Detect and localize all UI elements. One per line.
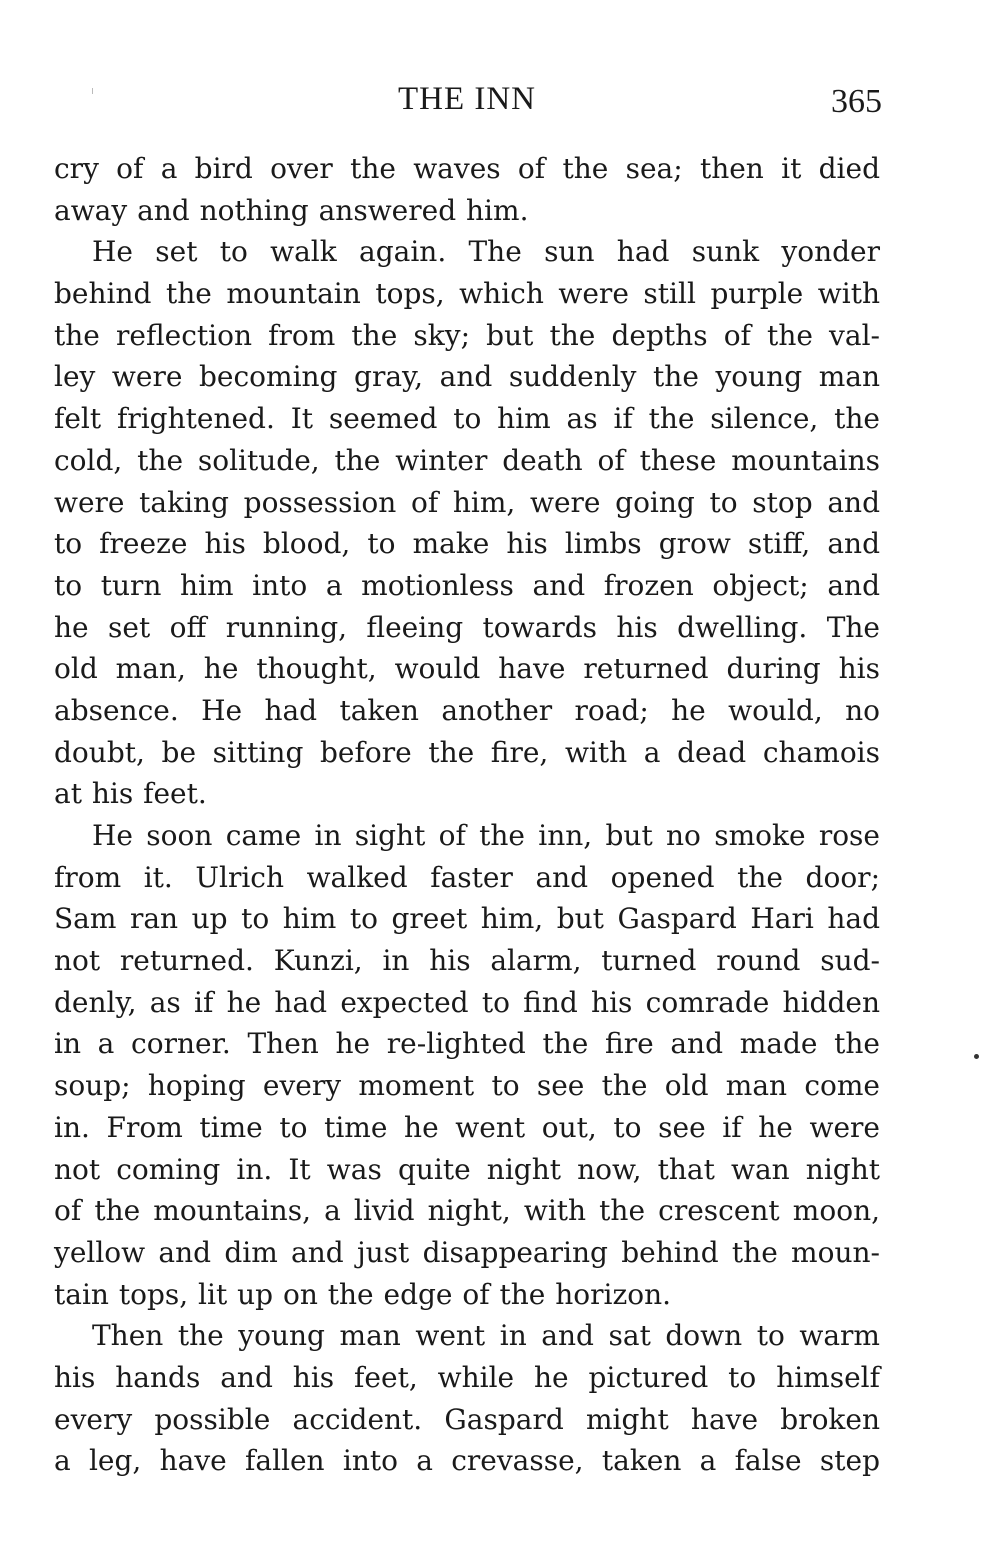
text-line: He set to walk again. The sun had sunk yonder	[92, 235, 880, 269]
running-title: THE INN	[397, 81, 537, 117]
text-line: he set off running, fleeing towards his dwelling. The	[54, 610, 880, 644]
text-line: not returned. Kunzi, in his alarm, turned round sud-	[54, 944, 880, 978]
text-line: yellow and dim and just disappearing behind the moun-	[54, 1235, 880, 1269]
text-line: Sam ran up to him to greet him, but Gaspard Hari had	[54, 902, 880, 936]
text-line: old man, he thought, would have returned during his	[54, 652, 880, 686]
text-line: doubt, be sitting before the fire, with a dead chamois	[54, 735, 880, 769]
text-line: He soon came in sight of the inn, but no smoke rose	[92, 819, 880, 852]
text-line: not coming in. It was quite night now, that wan night	[54, 1152, 880, 1186]
text-line: behind the mountain tops, which were still purple with	[54, 277, 880, 311]
margin-dot	[974, 1054, 979, 1059]
text-line: a leg, have fallen into a crevasse, taken a false step	[54, 1444, 880, 1478]
text-line: away and nothing answered him.	[54, 193, 529, 227]
text-line: denly, as if he had expected to find his comrade hidden	[54, 985, 880, 1019]
text-line: his hands and his feet, while he pictured to himself	[54, 1360, 880, 1394]
text-line: at his feet.	[54, 777, 207, 811]
text-line: Then the young man went in and sat down to warm	[92, 1319, 880, 1353]
text-line: cry of a bird over the waves of the sea; then it died	[54, 152, 880, 185]
text-line: in. From time to time he went out, to see if he were	[54, 1110, 880, 1144]
text-line: cold, the solitude, the winter death of these mountains	[54, 443, 880, 477]
text-line: in a corner. Then he re-lighted the fire and made the	[54, 1027, 880, 1061]
text-line: from it. Ulrich walked faster and opened the door;	[54, 860, 880, 894]
text-line: felt frightened. It seemed to him as if the silence, the	[54, 402, 880, 436]
text-line: every possible accident. Gaspard might have broken	[54, 1402, 880, 1436]
text-line: absence. He had taken another road; he would, no	[54, 693, 880, 727]
text-line: to turn him into a motionless and frozen object; and	[54, 568, 880, 602]
text-line: soup; hoping every moment to see the old man come	[54, 1069, 880, 1103]
body-text	[54, 148, 880, 1482]
running-head	[54, 76, 880, 122]
text-line: of the mountains, a livid night, with the crescent moon,	[54, 1194, 880, 1228]
page-number: 365	[831, 83, 882, 120]
text-line: tain tops, lit up on the edge of the horizon.	[54, 1277, 672, 1311]
text-line: were taking possession of him, were going to stop and	[54, 485, 880, 519]
text-line: ley were becoming gray, and suddenly the young man	[54, 360, 880, 394]
text-line: to freeze his blood, to make his limbs grow stiff, and	[54, 527, 880, 561]
text-line: the reflection from the sky; but the depths of the val-	[54, 318, 880, 352]
